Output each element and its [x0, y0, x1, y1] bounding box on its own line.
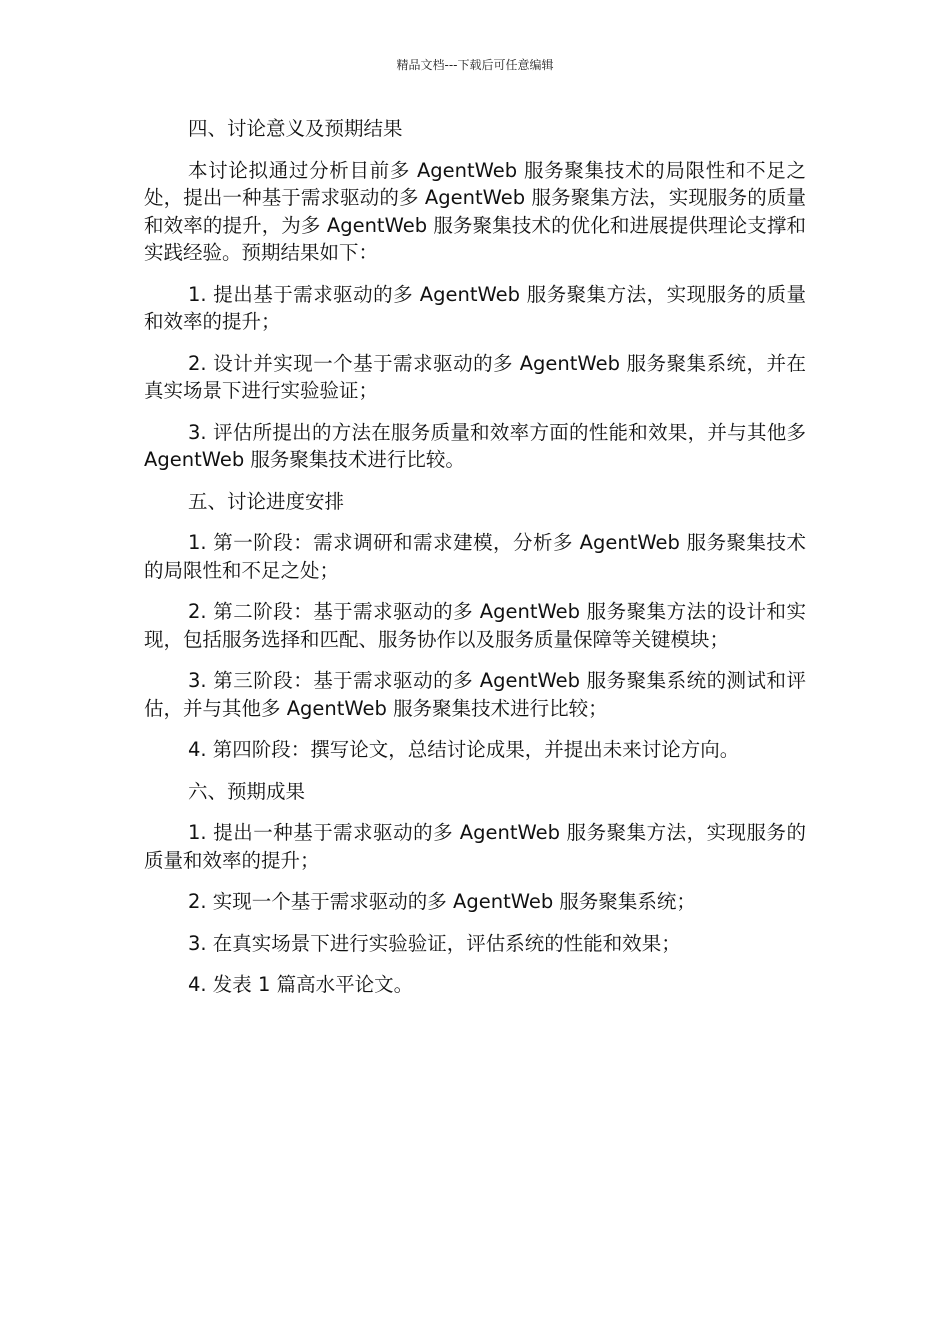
paragraph-expected-result-1: 1. 提出基于需求驱动的多 AgentWeb 服务聚集方法，实现服务的质量和效率的提升； — [144, 282, 806, 333]
paragraph-outcome-4: 4. 发表 1 篇高水平论文。 — [188, 973, 414, 996]
paragraph-schedule-stage-3: 3. 第三阶段：基于需求驱动的多 AgentWeb 服务聚集系统的测试和评估，并与其他多 AgentWeb 服务聚集技术进行比较； — [144, 669, 806, 720]
paragraph-expected-result-2: 2. 设计并实现一个基于需求驱动的多 AgentWeb 服务聚集系统，并在真实场景下进行实验验证； — [144, 351, 806, 402]
section-heading-significance: 四、讨论意义及预期结果 — [188, 117, 403, 140]
paragraph-schedule-stage-4: 4. 第四阶段：撰写论文，总结讨论成果，并提出未来讨论方向。 — [188, 738, 740, 761]
paragraph-schedule-stage-2: 2. 第二阶段：基于需求驱动的多 AgentWeb 服务聚集方法的设计和实现，包括服务选择和匹配、服务协作以及服务质量保障等关键模块； — [144, 600, 806, 651]
paragraph-outcome-1: 1. 提出一种基于需求驱动的多 AgentWeb 服务聚集方法，实现服务的质量和效率的提升； — [144, 821, 806, 872]
page-header: 精品文档---下载后可任意编辑 — [396, 58, 554, 72]
paragraph-significance-intro: 本讨论拟通过分析目前多 AgentWeb 服务聚集技术的局限性和不足之处，提出一种基于需求驱动的多 AgentWeb 服务聚集方法，实现服务的质量和效率的提升，为多 AgentWeb 服务聚集技术的优化和进展提供理论支撑和实践经验。预期结果如下： — [144, 158, 806, 264]
section-heading-outcomes: 六、预期成果 — [188, 779, 306, 803]
document-body — [144, 115, 806, 999]
section-heading-schedule: 五、讨论进度安排 — [188, 489, 345, 513]
paragraph-outcome-3: 3. 在真实场景下进行实验验证，评估系统的性能和效果； — [188, 931, 681, 955]
paragraph-schedule-stage-1: 1. 第一阶段：需求调研和需求建模，分析多 AgentWeb 服务聚集技术的局限性和不足之处； — [144, 531, 806, 582]
paragraph-outcome-2: 2. 实现一个基于需求驱动的多 AgentWeb 服务聚集系统； — [188, 890, 696, 913]
paragraph-expected-result-3: 3. 评估所提出的方法在服务质量和效率方面的性能和效果，并与其他多 AgentWeb 服务聚集技术进行比较。 — [144, 420, 806, 471]
